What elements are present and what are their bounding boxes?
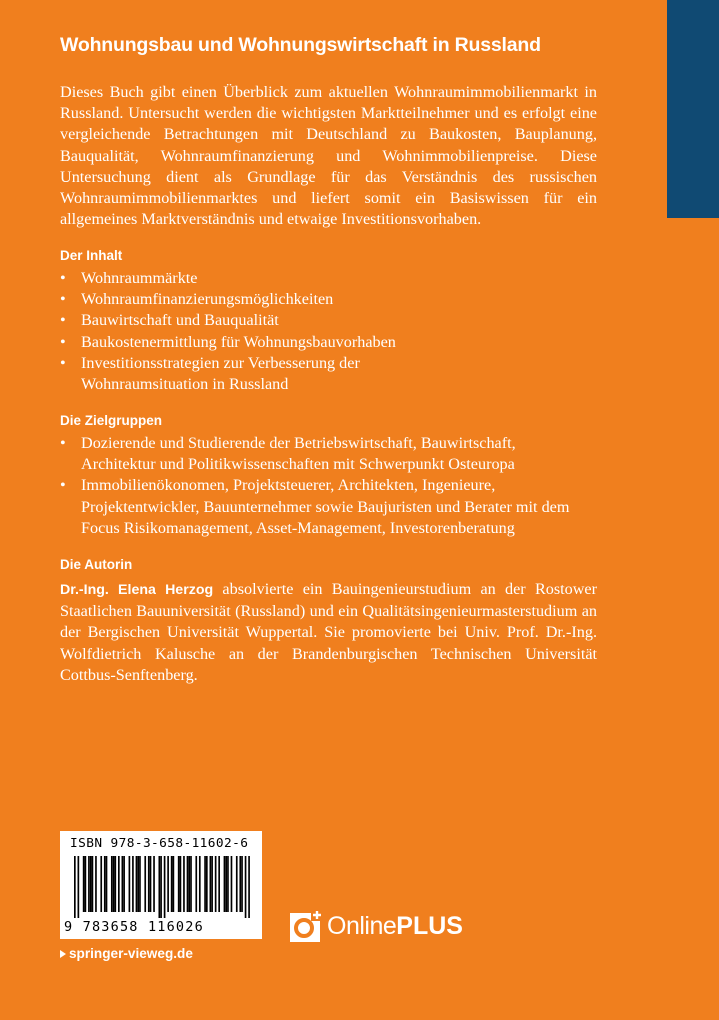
bullet-icon: • bbox=[60, 476, 66, 495]
accent-tab bbox=[667, 0, 719, 218]
barcode-bar bbox=[123, 856, 125, 912]
barcode-bar bbox=[206, 856, 208, 912]
barcode-bar bbox=[178, 856, 180, 912]
author-bio: absolvierte ein Bauingenieurstudium an der Rostower Staatlichen Bauuniversität (Russland) und ein Qualitätsingenieurmasterstudium an der Bergischen Universität Wuppertal. Sie promovierte bei Univ. Prof. Dr.-Ing. Wolfdietrich Kalusche an der Brandenburgischen Technischen Universität Cottbus-Senftenberg. bbox=[60, 580, 597, 684]
barcode-bar bbox=[88, 856, 90, 912]
barcode-bar bbox=[95, 856, 97, 912]
barcode-digits: 9 783658 116026 bbox=[64, 919, 204, 935]
barcode bbox=[60, 831, 262, 939]
barcode-bar bbox=[136, 856, 138, 912]
barcode-bar bbox=[92, 856, 94, 912]
barcode-bar bbox=[139, 856, 141, 912]
barcode-bar bbox=[160, 856, 162, 918]
barcode-bar bbox=[239, 856, 241, 912]
barcode-bar bbox=[171, 856, 173, 912]
barcode-bar bbox=[225, 856, 227, 912]
barcode-bar bbox=[114, 856, 116, 912]
arrow-right-icon bbox=[60, 950, 66, 958]
zielgruppen-list bbox=[60, 433, 597, 539]
bullet-icon: • bbox=[60, 290, 66, 309]
barcode-bar bbox=[224, 856, 226, 912]
barcode-bar bbox=[167, 856, 169, 912]
barcode-bar bbox=[153, 856, 155, 912]
author-paragraph bbox=[60, 579, 597, 686]
barcode-bar bbox=[180, 856, 182, 912]
barcode-bar bbox=[236, 856, 238, 912]
barcode-bar bbox=[190, 856, 192, 912]
zielgruppen-heading: Die Zielgruppen bbox=[60, 413, 163, 428]
onlineplus-logo: Online PLUS bbox=[289, 908, 463, 944]
barcode-bar bbox=[195, 856, 197, 912]
barcode-bar bbox=[204, 856, 206, 912]
barcode-bar bbox=[122, 856, 124, 912]
bullet-icon: • bbox=[60, 353, 66, 372]
barcode-bar bbox=[183, 856, 185, 912]
barcode-bar bbox=[144, 856, 146, 912]
inhalt-heading: Der Inhalt bbox=[60, 248, 123, 263]
barcode-bar bbox=[164, 856, 166, 918]
barcode-bar bbox=[106, 856, 108, 912]
barcode-bar bbox=[78, 856, 80, 918]
barcode-bar bbox=[74, 856, 76, 918]
bullet-icon: • bbox=[60, 269, 66, 287]
barcode-bars bbox=[74, 856, 250, 918]
barcode-bar bbox=[113, 856, 115, 912]
list-item: • Immobilienökonomen, Projektsteuerer, Architekten, Ingenieure, Projektentwickler, Bauunternehmer sowie Baujuristen und Berater mit dem Focus Risikomanagement, Asset-Management, Investorenberatung bbox=[60, 476, 570, 537]
onlineplus-icon bbox=[289, 909, 323, 943]
barcode-bar bbox=[104, 856, 106, 912]
list-item: • Dozierende und Studierende der Betriebswirtschaft, Bauwirtschaft, Architektur und Politikwissenschaften mit Schwerpunkt Osteuropa bbox=[60, 434, 516, 474]
barcode-bar bbox=[215, 856, 217, 912]
barcode-bar bbox=[211, 856, 213, 912]
barcode-bar bbox=[248, 856, 250, 918]
barcode-bar bbox=[85, 856, 87, 912]
barcode-bar bbox=[231, 856, 233, 912]
bullet-icon: • bbox=[60, 332, 66, 351]
barcode-bar bbox=[83, 856, 85, 912]
barcode-bar bbox=[137, 856, 139, 912]
list-item: • Baukostenermittlung für Wohnungsbauvorhaben bbox=[60, 332, 597, 353]
barcode-bar bbox=[245, 856, 247, 918]
barcode-bar bbox=[111, 856, 113, 912]
isbn-label: ISBN 978-3-658-11602-6 bbox=[70, 836, 249, 851]
inhalt-list bbox=[60, 268, 597, 395]
barcode-bar bbox=[218, 856, 220, 912]
barcode-bar bbox=[188, 856, 190, 912]
barcode-bar bbox=[132, 856, 134, 912]
barcode-bar bbox=[210, 856, 212, 912]
list-item: • Wohnraumfinanzierungsmöglichkeiten bbox=[60, 289, 597, 310]
list-item: • Investitionsstrategien zur Verbesserung der Wohnraumsituation in Russland bbox=[60, 353, 360, 394]
list-item: • Wohnraummärkte bbox=[60, 268, 597, 289]
barcode-bar bbox=[227, 856, 229, 912]
barcode-bar bbox=[150, 856, 152, 912]
book-title: Wohnungsbau und Wohnungswirtschaft in Russland bbox=[60, 34, 541, 56]
barcode-bar bbox=[118, 856, 120, 912]
barcode-bar bbox=[129, 856, 131, 912]
barcode-bar bbox=[187, 856, 189, 912]
bullet-icon: • bbox=[60, 311, 66, 330]
bullet-icon: • bbox=[60, 434, 66, 452]
barcode-bar bbox=[199, 856, 201, 912]
barcode-bar bbox=[90, 856, 92, 912]
list-item: • Bauwirtschaft und Bauqualität bbox=[60, 310, 597, 331]
barcode-bar bbox=[173, 856, 175, 912]
barcode-bar bbox=[158, 856, 160, 918]
autorin-heading: Die Autorin bbox=[60, 557, 133, 572]
author-name: Dr.-Ing. Elena Herzog bbox=[60, 582, 214, 598]
intro-paragraph: Dieses Buch gibt einen Überblick zum aktuellen Wohnraumimmobilienmarkt in Russland. Untersucht werden die wichtigsten Marktteilnehmer und es erfolgt eine vergleichende Betrachtungen mit Deutschland zu Baukosten, Bauplanung, Bauqualität, Wohnraumfinanzierung und Wohnimmobilienpreise. Diese Untersuchung dient als Grundlage für das Verständnis des russischen Wohnraumimmobilienmarktes und liefert somit ein Basiswissen für ein allgemeines Marktverständnis und etwaige Investitionsvorhaben. bbox=[60, 83, 597, 229]
barcode-bar bbox=[241, 856, 243, 912]
barcode-bar bbox=[148, 856, 150, 912]
barcode-bar bbox=[100, 856, 102, 912]
publisher-url[interactable]: springer-vieweg.de bbox=[60, 946, 193, 961]
